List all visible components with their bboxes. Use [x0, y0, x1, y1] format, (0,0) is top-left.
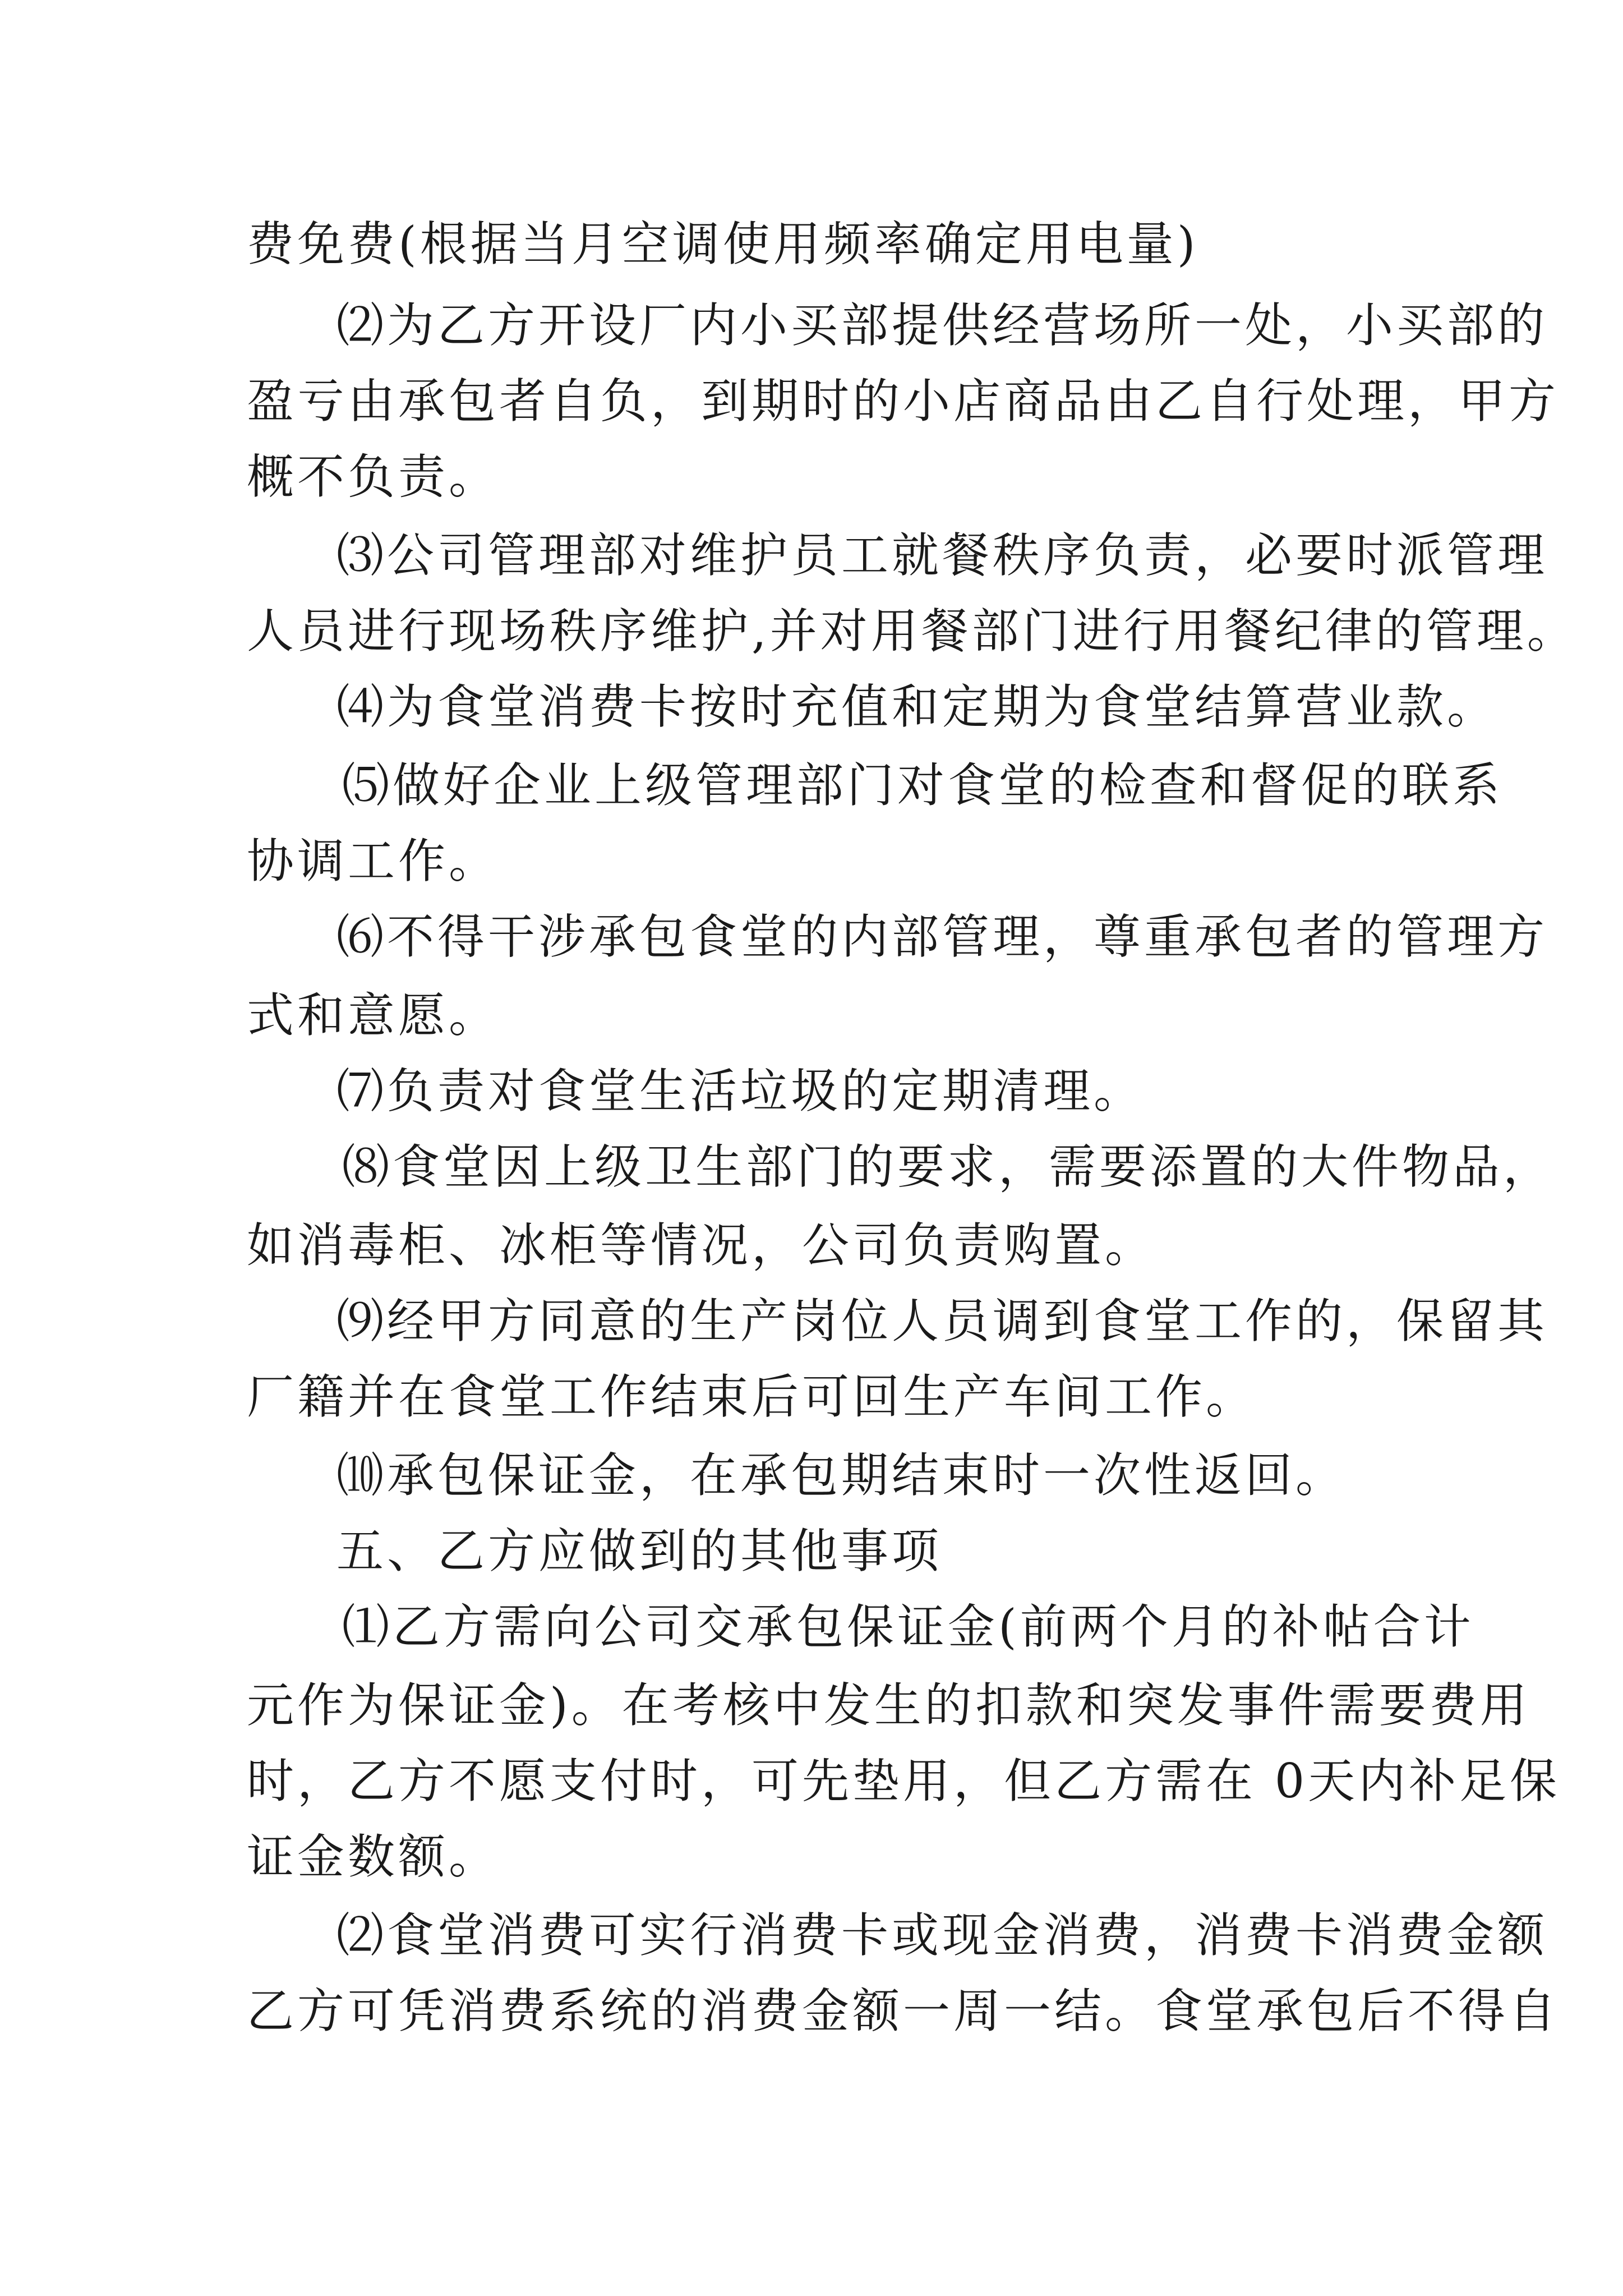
text-line: 人员进行现场秩序维护,并对用餐部门进行用餐纪律的管理。 [247, 604, 1578, 659]
text-line: 协调工作。 [247, 834, 500, 889]
text-line: 元作为保证金)。在考核中发生的扣款和突发事件需要费用 [247, 1678, 1530, 1733]
text-line: 厂籍并在食堂工作结束后可回生产车间工作。 [247, 1369, 1257, 1424]
section-heading: 五、乙方应做到的其他事项 [336, 1524, 943, 1579]
text-line: ⑸做好企业上级管理部门对食堂的检查和督促的联系 [342, 758, 1504, 813]
text-line: 乙方可凭消费系统的消费金额一周一结。食堂承包后不得自 [247, 1984, 1560, 2039]
text-line: 式和意愿。 [247, 988, 500, 1043]
text-line: ⑴乙方需向公司交承包保证金(前两个月的补帖合计 [342, 1599, 1474, 1654]
text-line: ⑼经甲方同意的生产岗位人员调到食堂工作的，保留其 [336, 1294, 1548, 1349]
text-line: ⑻食堂因上级卫生部门的要求，需要添置的大件物品， [342, 1139, 1554, 1194]
text-line: ⑹不得干涉承包食堂的内部管理，尊重承包者的管理方 [336, 909, 1548, 964]
text-line: ⑽承包保证金，在承包期结束时一次性返回。 [336, 1448, 1347, 1503]
text-line: ⑺负责对食堂生活垃圾的定期清理。 [336, 1064, 1145, 1119]
text-line: 费免费(根据当月空调使用频率确定用电量) [247, 217, 1199, 272]
text-line: ⑶公司管理部对维护员工就餐秩序负责，必要时派管理 [336, 528, 1548, 583]
text-line: 盈亏由承包者自负，到期时的小店商品由乙自行处理，甲方 [247, 374, 1560, 429]
text-line: ⑷为食堂消费卡按时充值和定期为食堂结算营业款。 [336, 679, 1498, 734]
text-line: 如消毒柜、冰柜等情况，公司负责购置。 [247, 1218, 1156, 1273]
text-line: ⑵为乙方开设厂内小买部提供经营场所一处，小买部的 [336, 298, 1548, 353]
text-line: 概不负责。 [247, 449, 500, 504]
text-line: 证金数额。 [247, 1829, 500, 1884]
text-line: ⑵食堂消费可实行消费卡或现金消费，消费卡消费金额 [336, 1908, 1548, 1963]
text-line: 时，乙方不愿支付时，可先垫用，但乙方需在 0天内补足保 [247, 1754, 1561, 1809]
